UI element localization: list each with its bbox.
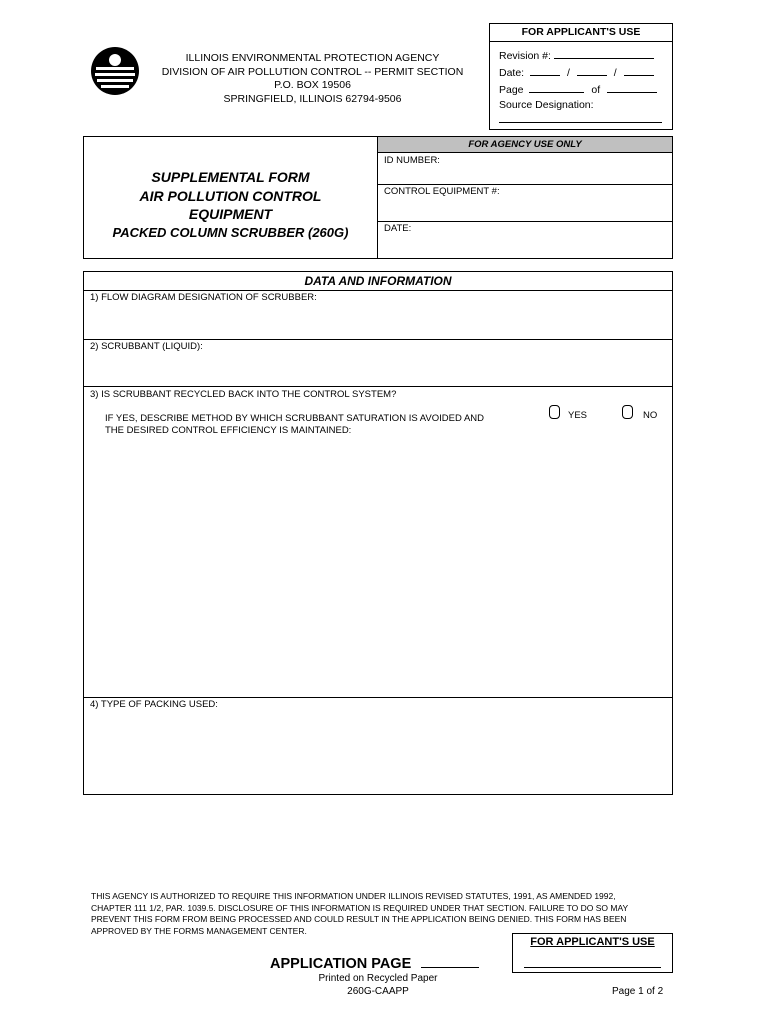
form-title-line4: PACKED COLUMN SCRUBBER (260G): [112, 224, 349, 240]
disclosure-line2: CHAPTER 111 1/2, PAR. 1039.5. DISCLOSURE OF THIS INFORMATION IS REQUIRED UNDER THAT SECTION. FAILURE TO DO SO MAY: [91, 902, 629, 913]
footer-applicant-use-box: [512, 933, 673, 973]
date-field[interactable]: [499, 65, 654, 79]
page-number: Page 1 of 2: [612, 986, 664, 997]
agency-po-box: P.O. BOX 19506: [274, 79, 351, 91]
agency-name: ILLINOIS ENVIRONMENTAL PROTECTION AGENCY: [185, 52, 440, 64]
q3-detail-line2: THE DESIRED CONTROL EFFICIENCY IS MAINTAINED:: [105, 425, 352, 436]
yes-checkbox[interactable]: [549, 405, 560, 419]
q3-label: 3) IS SCRUBBANT RECYCLED BACK INTO THE CONTROL SYSTEM?: [90, 389, 397, 400]
form-code: 260G-CAAPP: [347, 986, 409, 997]
data-section-header: DATA AND INFORMATION: [304, 274, 452, 288]
agency-city: SPRINGFIELD, ILLINOIS 62794-9506: [223, 92, 402, 105]
disclosure-statement: [91, 891, 691, 937]
date-separator: /: [613, 67, 617, 79]
agency-address: [140, 52, 485, 106]
id-number-label: ID NUMBER:: [384, 155, 440, 166]
applicant-use-box: [489, 23, 673, 130]
title-section: [83, 136, 673, 259]
yes-label: YES: [568, 410, 588, 421]
data-information-section: [83, 271, 673, 795]
form-title-line2: AIR POLLUTION CONTROL: [139, 187, 322, 204]
q3-detail: [105, 413, 484, 437]
disclosure-line1: THIS AGENCY IS AUTHORIZED TO REQUIRE THIS INFORMATION UNDER ILLINOIS REVISED STATUTES, 1991, AS AMENDED 1992,: [91, 891, 616, 901]
of-label: of: [591, 84, 601, 96]
q1-label: 1) FLOW DIAGRAM DESIGNATION OF SCRUBBER:: [90, 292, 317, 303]
application-page-field[interactable]: [270, 954, 479, 972]
date-separator: /: [566, 67, 570, 79]
revision-field[interactable]: [499, 48, 654, 62]
no-checkbox[interactable]: [622, 405, 633, 419]
source-designation-label: Source Designation:: [499, 99, 594, 111]
agency-use-header: FOR AGENCY USE ONLY: [378, 137, 672, 152]
no-label: NO: [643, 410, 658, 421]
application-page-label: APPLICATION PAGE: [270, 956, 412, 972]
disclosure-line4: APPROVED BY THE FORMS MANAGEMENT CENTER.: [91, 925, 307, 936]
form-title: [84, 168, 377, 242]
date-label: Date:: [499, 67, 525, 79]
footer-applicant-use-header: FOR APPLICANT'S USE: [530, 936, 655, 948]
revision-label: Revision #:: [499, 50, 551, 62]
source-designation-field[interactable]: [499, 122, 662, 123]
form-title-line1: SUPPLEMENTAL FORM: [151, 169, 310, 185]
agency-division: DIVISION OF AIR POLLUTION CONTROL -- PERMIT SECTION: [161, 65, 464, 78]
date-label-agency: DATE:: [384, 223, 412, 234]
footer-applicant-use-field[interactable]: [524, 967, 661, 968]
page-field[interactable]: [499, 82, 657, 96]
q2-label: 2) SCRUBBANT (LIQUID):: [90, 341, 203, 352]
disclosure-line3: PREVENT THIS FORM FROM BEING PROCESSED AND COULD RESULT IN THE APPLICATION BEING DENIED. THIS FORM HAS BEEN: [91, 914, 627, 924]
form-title-line3: EQUIPMENT: [188, 206, 273, 222]
q3-detail-line1: IF YES, DESCRIBE METHOD BY WHICH SCRUBBANT SATURATION IS AVOIDED AND: [105, 413, 485, 424]
recycled-paper-note: Printed on Recycled Paper: [318, 973, 438, 984]
agency-logo-icon: [90, 46, 140, 96]
q4-label: 4) TYPE OF PACKING USED:: [90, 699, 218, 710]
control-equipment-label: CONTROL EQUIPMENT #:: [384, 186, 500, 197]
page-label: Page: [499, 84, 524, 96]
applicant-use-header: FOR APPLICANT'S USE: [521, 26, 641, 38]
